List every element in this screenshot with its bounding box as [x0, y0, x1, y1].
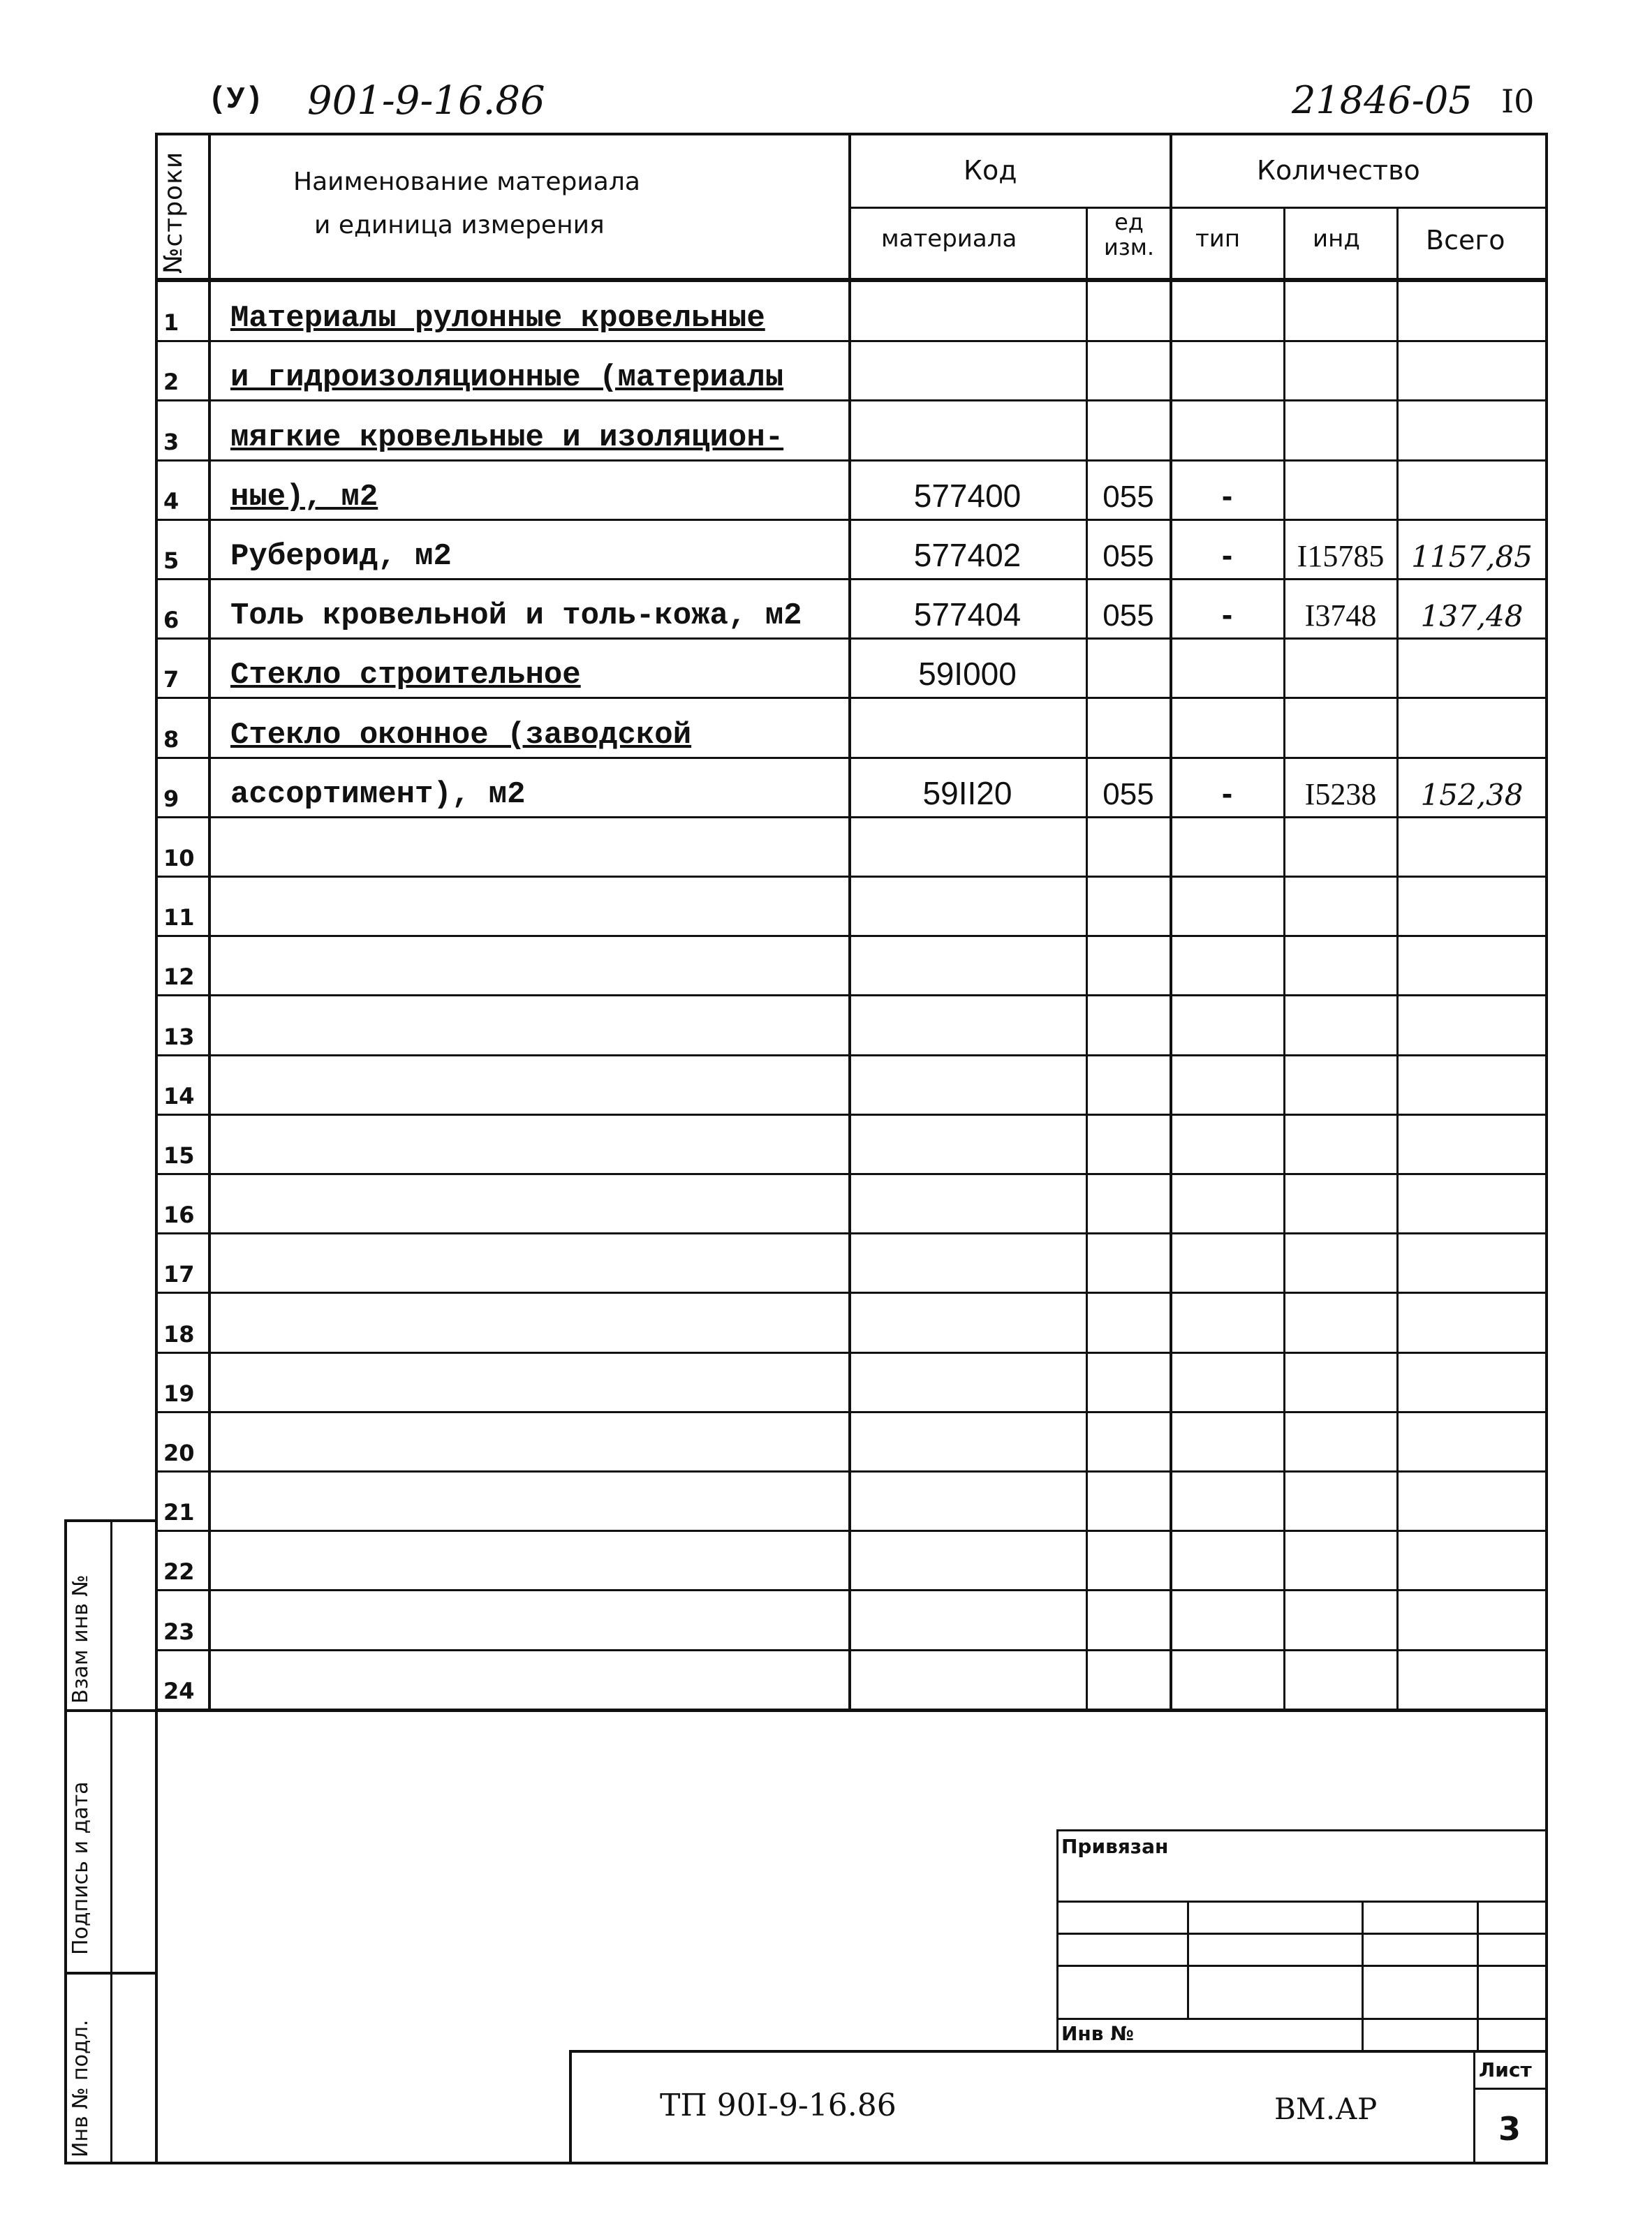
row-type: - [1221, 536, 1233, 573]
row-total [1399, 1116, 1544, 1169]
row-code [850, 343, 1084, 395]
row-ind [1286, 1116, 1395, 1169]
code-material-header: материала [881, 225, 1017, 253]
row-name: ные), м2 [230, 479, 378, 515]
row-unit [1089, 819, 1167, 871]
row-type [1173, 1235, 1281, 1288]
row-unit [1089, 700, 1167, 752]
code-group-header: Код [964, 155, 1017, 186]
row-name: Материалы рулонные кровельные [230, 301, 765, 337]
row-type [1173, 1116, 1281, 1169]
row-number: 8 [163, 725, 179, 753]
row-total [1399, 1294, 1544, 1347]
row-unit [1089, 1116, 1167, 1169]
row-name [230, 938, 845, 990]
row-type [1173, 402, 1281, 455]
row-type: - [1221, 596, 1233, 633]
row-number: 24 [163, 1677, 195, 1704]
name-header-line2: и единица измерения [314, 211, 605, 239]
row-ind [1286, 1414, 1395, 1466]
row-name [230, 1473, 845, 1526]
row-code [850, 1116, 1084, 1169]
row-code [850, 1235, 1084, 1288]
row-ind: I3748 [1304, 598, 1377, 633]
row-name [230, 878, 845, 931]
row-total [1399, 997, 1544, 1049]
row-ind [1286, 1592, 1395, 1644]
row-total [1399, 1176, 1544, 1228]
row-number: 17 [163, 1261, 195, 1288]
row-ind [1286, 1294, 1395, 1347]
row-number: 23 [163, 1618, 195, 1645]
header-page-number: I0 [1501, 82, 1535, 120]
row-ind [1286, 283, 1395, 336]
replace-inv-label: Взам инв № [68, 1574, 93, 1704]
row-number: 13 [163, 1023, 195, 1050]
row-name [230, 1294, 845, 1347]
row-number: 16 [163, 1202, 195, 1229]
row-code [850, 1057, 1084, 1109]
row-unit: 055 [1102, 538, 1154, 573]
row-total: 1157,85 [1411, 539, 1533, 574]
row-type [1173, 1473, 1281, 1526]
row-code [850, 1294, 1084, 1347]
row-ind [1286, 1057, 1395, 1109]
row-name: ассортимент), м2 [230, 776, 526, 812]
row-ind [1286, 1235, 1395, 1288]
row-number: 20 [163, 1439, 195, 1466]
row-unit [1089, 997, 1167, 1049]
row-type [1173, 1355, 1281, 1407]
row-number: 7 [163, 666, 179, 693]
row-ind [1286, 343, 1395, 395]
row-number: 22 [163, 1558, 195, 1586]
row-unit [1089, 283, 1167, 336]
row-ind [1286, 640, 1395, 693]
row-code [850, 878, 1084, 931]
row-code [850, 1414, 1084, 1466]
row-name: и гидроизоляционные (материалы [230, 360, 784, 396]
row-total [1399, 1592, 1544, 1644]
row-total [1399, 1414, 1544, 1466]
name-header-line1: Наименование материала [293, 168, 640, 196]
row-code: 577400 [913, 477, 1022, 514]
row-total [1399, 1473, 1544, 1526]
row-unit [1089, 1355, 1167, 1407]
row-name: Толь кровельной и толь-кожа, м2 [230, 598, 802, 634]
row-name [230, 1116, 845, 1169]
row-total [1399, 1533, 1544, 1585]
row-ind [1286, 1176, 1395, 1228]
row-type [1173, 700, 1281, 752]
row-name [230, 1414, 845, 1466]
row-name [230, 1652, 845, 1704]
row-name: мягкие кровельные и изоляцион- [230, 420, 784, 455]
row-code [850, 1176, 1084, 1228]
row-unit: 055 [1102, 776, 1154, 811]
row-unit [1089, 640, 1167, 693]
row-unit [1089, 1473, 1167, 1526]
row-total: 137,48 [1420, 599, 1524, 634]
row-unit [1089, 1294, 1167, 1347]
bound-label: Привязан [1061, 1835, 1169, 1858]
sheet-label: Лист [1479, 2058, 1532, 2081]
row-code [850, 1592, 1084, 1644]
row-number: 19 [163, 1380, 195, 1407]
row-name [230, 1057, 845, 1109]
row-name [230, 997, 845, 1049]
row-total [1399, 1057, 1544, 1109]
row-ind: I5238 [1304, 776, 1377, 811]
row-number: 3 [163, 428, 179, 455]
row-number: 18 [163, 1320, 195, 1348]
row-number-header: №строки [159, 151, 188, 274]
row-number: 2 [163, 369, 179, 396]
row-total [1399, 700, 1544, 752]
row-name: Рубероид, м2 [230, 538, 452, 574]
row-type [1173, 1294, 1281, 1347]
header-prefix: (У) [208, 82, 264, 117]
row-total [1399, 343, 1544, 395]
row-total [1399, 1235, 1544, 1288]
row-ind [1286, 878, 1395, 931]
inv-label: Инв № [1061, 2022, 1134, 2045]
row-ind [1286, 938, 1395, 990]
row-code [850, 283, 1084, 336]
row-ind [1286, 462, 1395, 515]
row-number: 10 [163, 844, 195, 871]
row-code: 577404 [913, 596, 1022, 633]
row-ind [1286, 1533, 1395, 1585]
row-number: 1 [163, 309, 179, 337]
sheet-number: 3 [1498, 2110, 1521, 2148]
row-number: 5 [163, 547, 179, 574]
row-type [1173, 283, 1281, 336]
row-number: 11 [163, 904, 195, 931]
row-code: 577402 [913, 536, 1022, 573]
row-unit [1089, 402, 1167, 455]
qty-type-header: тип [1195, 225, 1241, 253]
row-type [1173, 997, 1281, 1049]
row-total [1399, 1652, 1544, 1704]
qty-ind-header: инд [1313, 225, 1360, 253]
row-total [1399, 819, 1544, 871]
row-number: 14 [163, 1082, 195, 1109]
row-name [230, 1176, 845, 1228]
section-code: ВМ.АР [1274, 2092, 1378, 2126]
row-unit: 055 [1102, 598, 1154, 633]
row-type [1173, 1592, 1281, 1644]
row-code [850, 1355, 1084, 1407]
row-name [230, 1355, 845, 1407]
row-name [230, 1235, 845, 1288]
row-type [1173, 938, 1281, 990]
row-type: - [1221, 477, 1233, 514]
row-total [1399, 938, 1544, 990]
row-ind [1286, 997, 1395, 1049]
code-unit-header [1089, 209, 1169, 260]
row-total [1399, 640, 1544, 693]
row-ind [1286, 1355, 1395, 1407]
row-name [230, 1533, 845, 1585]
row-number: 6 [163, 607, 179, 634]
row-number: 9 [163, 785, 179, 812]
row-code [850, 1652, 1084, 1704]
row-code: 59I000 [918, 656, 1017, 693]
doc-code: ТП 90I-9-16.86 [660, 2088, 897, 2123]
row-code: 59II20 [922, 774, 1012, 811]
row-type [1173, 1533, 1281, 1585]
row-ind [1286, 1473, 1395, 1526]
row-unit [1089, 1176, 1167, 1228]
row-code [850, 819, 1084, 871]
qty-group-header: Количество [1257, 155, 1420, 186]
row-code [850, 1533, 1084, 1585]
row-ind [1286, 819, 1395, 871]
row-type [1173, 1176, 1281, 1228]
row-number: 15 [163, 1142, 195, 1169]
row-type [1173, 640, 1281, 693]
row-code [850, 938, 1084, 990]
row-number: 4 [163, 487, 179, 515]
inv-original-label: Инв № подл. [68, 2019, 93, 2157]
row-total [1399, 462, 1544, 515]
header-doc-number: 901-9-16.86 [307, 78, 545, 124]
row-total [1399, 283, 1544, 336]
row-unit [1089, 1652, 1167, 1704]
row-type [1173, 343, 1281, 395]
row-code [850, 402, 1084, 455]
row-total [1399, 1355, 1544, 1407]
row-unit [1089, 1533, 1167, 1585]
row-unit [1089, 1414, 1167, 1466]
header-archive-number: 21846-05 [1292, 78, 1473, 122]
row-name [230, 819, 845, 871]
qty-total-header: Всего [1426, 225, 1505, 256]
row-total [1399, 402, 1544, 455]
row-type [1173, 878, 1281, 931]
row-unit: 055 [1102, 479, 1154, 514]
row-type [1173, 1414, 1281, 1466]
row-total: 152,38 [1420, 777, 1524, 812]
row-unit [1089, 938, 1167, 990]
row-number: 21 [163, 1499, 195, 1526]
row-type [1173, 1652, 1281, 1704]
code-unit-header-text: ед изм. [1103, 209, 1155, 260]
row-ind [1286, 1652, 1395, 1704]
row-unit [1089, 878, 1167, 931]
row-code [850, 1473, 1084, 1526]
row-name: Стекло оконное (заводской [230, 717, 692, 753]
row-unit [1089, 1057, 1167, 1109]
row-name: Стекло строительное [230, 658, 581, 693]
row-number: 12 [163, 964, 195, 991]
row-ind: I15785 [1297, 538, 1385, 573]
row-ind [1286, 700, 1395, 752]
row-ind [1286, 402, 1395, 455]
row-name [230, 1592, 845, 1644]
row-unit [1089, 1235, 1167, 1288]
row-type [1173, 819, 1281, 871]
row-unit [1089, 343, 1167, 395]
row-type [1173, 1057, 1281, 1109]
row-code [850, 700, 1084, 752]
row-type: - [1221, 774, 1233, 811]
row-unit [1089, 1592, 1167, 1644]
row-total [1399, 878, 1544, 931]
row-code [850, 997, 1084, 1049]
signature-date-label: Подпись и дата [68, 1781, 93, 1955]
